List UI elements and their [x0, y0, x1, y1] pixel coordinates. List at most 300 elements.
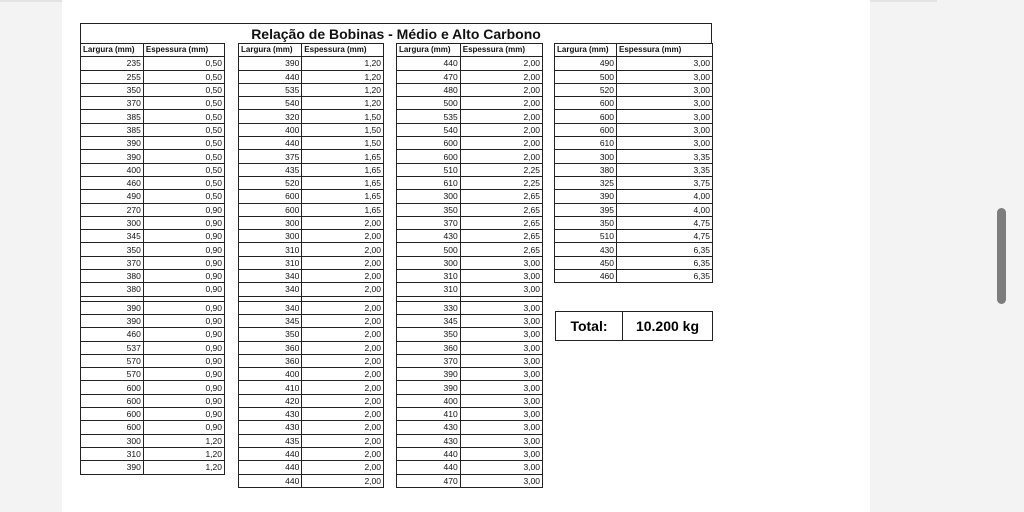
largura-cell: 440: [397, 461, 461, 474]
espessura-cell: 2,00: [302, 243, 384, 256]
header-row: [397, 44, 543, 57]
largura-cell: 255: [81, 70, 144, 83]
table-row: [81, 434, 225, 447]
espessura-cell: 0,50: [143, 83, 224, 96]
largura-cell: 460: [81, 176, 144, 189]
espessura-cell: 6,35: [617, 256, 713, 269]
table-row: [397, 70, 543, 83]
espessura-cell: 2,25: [460, 163, 542, 176]
espessura-cell: 3,00: [460, 328, 542, 341]
column-header-largura: Largura (mm): [397, 44, 461, 57]
espessura-cell: 4,00: [617, 190, 713, 203]
largura-cell: 350: [397, 203, 461, 216]
table-row: [555, 110, 713, 123]
largura-cell: 385: [81, 110, 144, 123]
espessura-cell: 1,50: [302, 110, 384, 123]
table-row: [555, 137, 713, 150]
espessura-cell: 0,90: [143, 256, 224, 269]
espessura-cell: 2,00: [460, 97, 542, 110]
largura-cell: 310: [81, 447, 144, 460]
table-row: [397, 301, 543, 314]
table-row: [81, 97, 225, 110]
espessura-cell: 3,00: [460, 474, 542, 487]
column-header-espessura: Espessura (mm): [460, 44, 542, 57]
largura-cell: 570: [81, 368, 144, 381]
largura-cell: 370: [397, 216, 461, 229]
table-row: [397, 110, 543, 123]
table-row: [81, 341, 225, 354]
column-header-largura: Largura (mm): [81, 44, 144, 57]
espessura-cell: 3,00: [617, 57, 713, 70]
largura-cell: 360: [239, 354, 302, 367]
table-row: [555, 203, 713, 216]
largura-cell: 610: [555, 137, 617, 150]
largura-cell: 500: [397, 97, 461, 110]
espessura-cell: 2,00: [460, 83, 542, 96]
espessura-cell: 0,90: [143, 368, 224, 381]
table-row: [81, 176, 225, 189]
espessura-cell: 0,90: [143, 230, 224, 243]
table-row: [397, 270, 543, 283]
largura-cell: 490: [81, 190, 144, 203]
espessura-cell: 2,00: [302, 216, 384, 229]
espessura-cell: 2,00: [302, 314, 384, 327]
largura-cell: 345: [397, 314, 461, 327]
table-row: [555, 163, 713, 176]
table-row: [239, 394, 384, 407]
largura-cell: 390: [397, 381, 461, 394]
espessura-cell: 0,90: [143, 243, 224, 256]
largura-cell: 430: [397, 230, 461, 243]
largura-cell: 340: [239, 270, 302, 283]
largura-cell: 360: [239, 341, 302, 354]
espessura-cell: 0,50: [143, 97, 224, 110]
largura-cell: 600: [555, 97, 617, 110]
largura-cell: 385: [81, 123, 144, 136]
table-row: [81, 110, 225, 123]
largura-cell: 440: [239, 461, 302, 474]
espessura-cell: 0,90: [143, 408, 224, 421]
espessura-cell: 1,20: [143, 447, 224, 460]
largura-cell: 440: [239, 447, 302, 460]
largura-cell: 460: [555, 270, 617, 283]
espessura-cell: 2,65: [460, 203, 542, 216]
table-row: [239, 354, 384, 367]
largura-cell: 325: [555, 176, 617, 189]
largura-cell: 300: [81, 216, 144, 229]
table-row: [239, 123, 384, 136]
largura-cell: 440: [397, 447, 461, 460]
table-row: [81, 408, 225, 421]
largura-cell: 430: [239, 421, 302, 434]
espessura-cell: 3,00: [617, 137, 713, 150]
table-row: [239, 270, 384, 283]
largura-cell: 540: [239, 97, 302, 110]
largura-cell: 340: [239, 301, 302, 314]
largura-cell: 470: [397, 70, 461, 83]
espessura-cell: 4,75: [617, 216, 713, 229]
largura-cell: 430: [555, 243, 617, 256]
espessura-cell: 3,00: [460, 341, 542, 354]
table-row: [239, 421, 384, 434]
column-header-largura: Largura (mm): [555, 44, 617, 57]
espessura-cell: 0,90: [143, 381, 224, 394]
espessura-cell: 2,00: [302, 434, 384, 447]
coil-table-4: [554, 43, 713, 283]
largura-cell: 395: [555, 203, 617, 216]
table-row: [397, 190, 543, 203]
table-row: [555, 216, 713, 229]
largura-cell: 300: [239, 216, 302, 229]
column-header-espessura: Espessura (mm): [143, 44, 224, 57]
table-row: [239, 474, 384, 487]
largura-cell: 235: [81, 57, 144, 70]
table-row: [397, 408, 543, 421]
espessura-cell: 1,65: [302, 163, 384, 176]
table-row: [81, 123, 225, 136]
espessura-cell: 2,00: [460, 110, 542, 123]
table-row: [81, 283, 225, 296]
espessura-cell: 3,00: [460, 434, 542, 447]
espessura-cell: 1,20: [143, 461, 224, 474]
largura-cell: 380: [555, 163, 617, 176]
table-row: [81, 163, 225, 176]
table-row: [81, 314, 225, 327]
largura-cell: 510: [555, 230, 617, 243]
largura-cell: 440: [397, 57, 461, 70]
table-row: [397, 243, 543, 256]
largura-cell: 390: [81, 461, 144, 474]
largura-cell: 440: [239, 70, 302, 83]
table-row: [239, 408, 384, 421]
largura-cell: 410: [397, 408, 461, 421]
largura-cell: 390: [397, 368, 461, 381]
largura-cell: 390: [81, 137, 144, 150]
table-row: [239, 176, 384, 189]
espessura-cell: 0,90: [143, 270, 224, 283]
table-row: [397, 328, 543, 341]
table-row: [555, 190, 713, 203]
espessura-cell: 4,00: [617, 203, 713, 216]
espessura-cell: 2,00: [302, 408, 384, 421]
table-row: [239, 150, 384, 163]
espessura-cell: 0,90: [143, 394, 224, 407]
espessura-cell: 2,25: [460, 176, 542, 189]
largura-cell: 270: [81, 203, 144, 216]
espessura-cell: 0,90: [143, 314, 224, 327]
table-row: [397, 256, 543, 269]
largura-cell: 345: [239, 314, 302, 327]
espessura-cell: 2,00: [302, 381, 384, 394]
espessura-cell: 2,00: [460, 57, 542, 70]
table-row: [81, 328, 225, 341]
table-row: [239, 230, 384, 243]
table-row: [239, 434, 384, 447]
table-row: [397, 57, 543, 70]
table-row: [397, 474, 543, 487]
espessura-cell: 3,00: [460, 381, 542, 394]
table-row: [555, 256, 713, 269]
espessura-cell: 2,65: [460, 190, 542, 203]
table-row: [239, 447, 384, 460]
table-row: [555, 97, 713, 110]
table-row: [81, 461, 225, 474]
table-row: [239, 110, 384, 123]
espessura-cell: 2,00: [302, 283, 384, 296]
table-row: [239, 163, 384, 176]
table-row: [81, 203, 225, 216]
espessura-cell: 0,50: [143, 176, 224, 189]
largura-cell: 370: [81, 256, 144, 269]
espessura-cell: 3,00: [617, 83, 713, 96]
table-row: [397, 137, 543, 150]
espessura-cell: 2,00: [302, 421, 384, 434]
espessura-cell: 0,90: [143, 354, 224, 367]
table-row: [239, 216, 384, 229]
largura-cell: 430: [397, 421, 461, 434]
table-row: [81, 150, 225, 163]
largura-cell: 460: [81, 328, 144, 341]
table-row: [239, 283, 384, 296]
header-row: [239, 44, 384, 57]
header-row: [81, 44, 225, 57]
coil-table-3: [396, 43, 543, 488]
espessura-cell: 1,20: [302, 57, 384, 70]
table-row: [397, 381, 543, 394]
table-row: [397, 283, 543, 296]
largura-cell: 435: [239, 434, 302, 447]
largura-cell: 570: [81, 354, 144, 367]
table-row: [239, 83, 384, 96]
largura-cell: 600: [555, 123, 617, 136]
espessura-cell: 2,65: [460, 216, 542, 229]
largura-cell: 350: [81, 83, 144, 96]
largura-cell: 430: [239, 408, 302, 421]
espessura-cell: 0,50: [143, 190, 224, 203]
largura-cell: 300: [555, 150, 617, 163]
largura-cell: 470: [397, 474, 461, 487]
largura-cell: 600: [397, 150, 461, 163]
largura-cell: 340: [239, 283, 302, 296]
table-row: [81, 301, 225, 314]
total-label: Total:: [556, 312, 623, 340]
espessura-cell: 3,00: [460, 283, 542, 296]
largura-cell: 600: [81, 408, 144, 421]
largura-cell: 440: [239, 137, 302, 150]
espessura-cell: 4,75: [617, 230, 713, 243]
largura-cell: 310: [239, 243, 302, 256]
espessura-cell: 1,65: [302, 150, 384, 163]
column-header-espessura: Espessura (mm): [302, 44, 384, 57]
table-row: [239, 314, 384, 327]
table-row: [239, 203, 384, 216]
espessura-cell: 3,00: [460, 354, 542, 367]
vertical-scrollbar[interactable]: [997, 208, 1006, 304]
espessura-cell: 3,00: [617, 123, 713, 136]
table-row: [397, 83, 543, 96]
table-row: [555, 70, 713, 83]
espessura-cell: 2,00: [302, 474, 384, 487]
table-row: [397, 434, 543, 447]
espessura-cell: 2,00: [460, 70, 542, 83]
table-row: [81, 256, 225, 269]
table-row: [397, 176, 543, 189]
largura-cell: 345: [81, 230, 144, 243]
table-row: [81, 270, 225, 283]
table-row: [81, 70, 225, 83]
espessura-cell: 2,00: [302, 341, 384, 354]
table-row: [397, 230, 543, 243]
espessura-cell: 2,00: [302, 354, 384, 367]
espessura-cell: 3,00: [617, 110, 713, 123]
largura-cell: 520: [555, 83, 617, 96]
largura-cell: 300: [397, 190, 461, 203]
espessura-cell: 1,20: [302, 97, 384, 110]
espessura-cell: 3,00: [460, 408, 542, 421]
largura-cell: 370: [397, 354, 461, 367]
total-value: 10.200 kg: [635, 318, 700, 334]
table-row: [239, 70, 384, 83]
espessura-cell: 2,00: [302, 230, 384, 243]
largura-cell: 600: [555, 110, 617, 123]
largura-cell: 390: [239, 57, 302, 70]
table-row: [397, 447, 543, 460]
table-row: [239, 97, 384, 110]
table-row: [397, 341, 543, 354]
table-row: [397, 394, 543, 407]
largura-cell: 540: [397, 123, 461, 136]
espessura-cell: 2,65: [460, 230, 542, 243]
espessura-cell: 1,50: [302, 123, 384, 136]
table-row: [397, 150, 543, 163]
espessura-cell: 2,00: [302, 368, 384, 381]
largura-cell: 430: [397, 434, 461, 447]
table-row: [239, 368, 384, 381]
espessura-cell: 0,90: [143, 203, 224, 216]
largura-cell: 330: [397, 301, 461, 314]
espessura-cell: 3,00: [460, 421, 542, 434]
espessura-cell: 2,65: [460, 243, 542, 256]
table-row: [397, 421, 543, 434]
largura-cell: 610: [397, 176, 461, 189]
largura-cell: 375: [239, 150, 302, 163]
largura-cell: 490: [555, 57, 617, 70]
espessura-cell: 6,35: [617, 243, 713, 256]
coil-table-2: [238, 43, 384, 488]
table-row: [555, 83, 713, 96]
largura-cell: 400: [239, 368, 302, 381]
espessura-cell: 0,50: [143, 137, 224, 150]
table-row: [239, 190, 384, 203]
largura-cell: 360: [397, 341, 461, 354]
coil-table-1: [80, 43, 225, 475]
largura-cell: 500: [397, 243, 461, 256]
espessura-cell: 0,50: [143, 57, 224, 70]
table-row: [81, 57, 225, 70]
espessura-cell: 3,35: [617, 163, 713, 176]
espessura-cell: 0,90: [143, 328, 224, 341]
largura-cell: 380: [81, 270, 144, 283]
espessura-cell: 2,00: [302, 394, 384, 407]
table-row: [81, 421, 225, 434]
table-row: [81, 137, 225, 150]
espessura-cell: 1,65: [302, 190, 384, 203]
largura-cell: 350: [397, 328, 461, 341]
table-row: [239, 137, 384, 150]
largura-cell: 600: [239, 190, 302, 203]
table-row: [239, 328, 384, 341]
largura-cell: 300: [397, 256, 461, 269]
largura-cell: 370: [81, 97, 144, 110]
espessura-cell: 3,00: [460, 256, 542, 269]
espessura-cell: 1,20: [302, 70, 384, 83]
espessura-cell: 0,50: [143, 150, 224, 163]
espessura-cell: 0,90: [143, 216, 224, 229]
largura-cell: 535: [239, 83, 302, 96]
table-row: [81, 447, 225, 460]
espessura-cell: 3,00: [460, 394, 542, 407]
table-row: [397, 368, 543, 381]
espessura-cell: 1,50: [302, 137, 384, 150]
largura-cell: 440: [239, 474, 302, 487]
table-row: [81, 381, 225, 394]
espessura-cell: 3,00: [617, 97, 713, 110]
espessura-cell: 2,00: [302, 301, 384, 314]
largura-cell: 400: [81, 163, 144, 176]
largura-cell: 310: [397, 270, 461, 283]
espessura-cell: 0,50: [143, 163, 224, 176]
largura-cell: 350: [81, 243, 144, 256]
espessura-cell: 0,50: [143, 123, 224, 136]
largura-cell: 300: [81, 434, 144, 447]
table-row: [397, 97, 543, 110]
table-row: [397, 216, 543, 229]
largura-cell: 600: [81, 421, 144, 434]
document-title: Relação de Bobinas - Médio e Alto Carbono: [80, 23, 712, 43]
table-row: [81, 83, 225, 96]
table-row: [397, 123, 543, 136]
espessura-cell: 0,50: [143, 110, 224, 123]
espessura-cell: 3,00: [460, 314, 542, 327]
table-row: [397, 461, 543, 474]
largura-cell: 535: [397, 110, 461, 123]
espessura-cell: 1,65: [302, 203, 384, 216]
espessura-cell: 2,00: [460, 150, 542, 163]
espessura-cell: 3,00: [617, 70, 713, 83]
table-row: [555, 243, 713, 256]
espessura-cell: 2,00: [302, 447, 384, 460]
espessura-cell: 2,00: [302, 461, 384, 474]
table-row: [239, 381, 384, 394]
table-row: [81, 368, 225, 381]
table-row: [81, 216, 225, 229]
table-row: [555, 270, 713, 283]
table-row: [239, 243, 384, 256]
espessura-cell: 3,00: [460, 301, 542, 314]
largura-cell: 380: [81, 283, 144, 296]
table-row: [239, 301, 384, 314]
largura-cell: 420: [239, 394, 302, 407]
largura-cell: 390: [555, 190, 617, 203]
table-row: [397, 314, 543, 327]
table-row: [397, 203, 543, 216]
largura-cell: 390: [81, 150, 144, 163]
table-row: [81, 354, 225, 367]
espessura-cell: 0,90: [143, 301, 224, 314]
espessura-cell: 2,00: [302, 270, 384, 283]
espessura-cell: 1,65: [302, 176, 384, 189]
espessura-cell: 2,00: [302, 328, 384, 341]
